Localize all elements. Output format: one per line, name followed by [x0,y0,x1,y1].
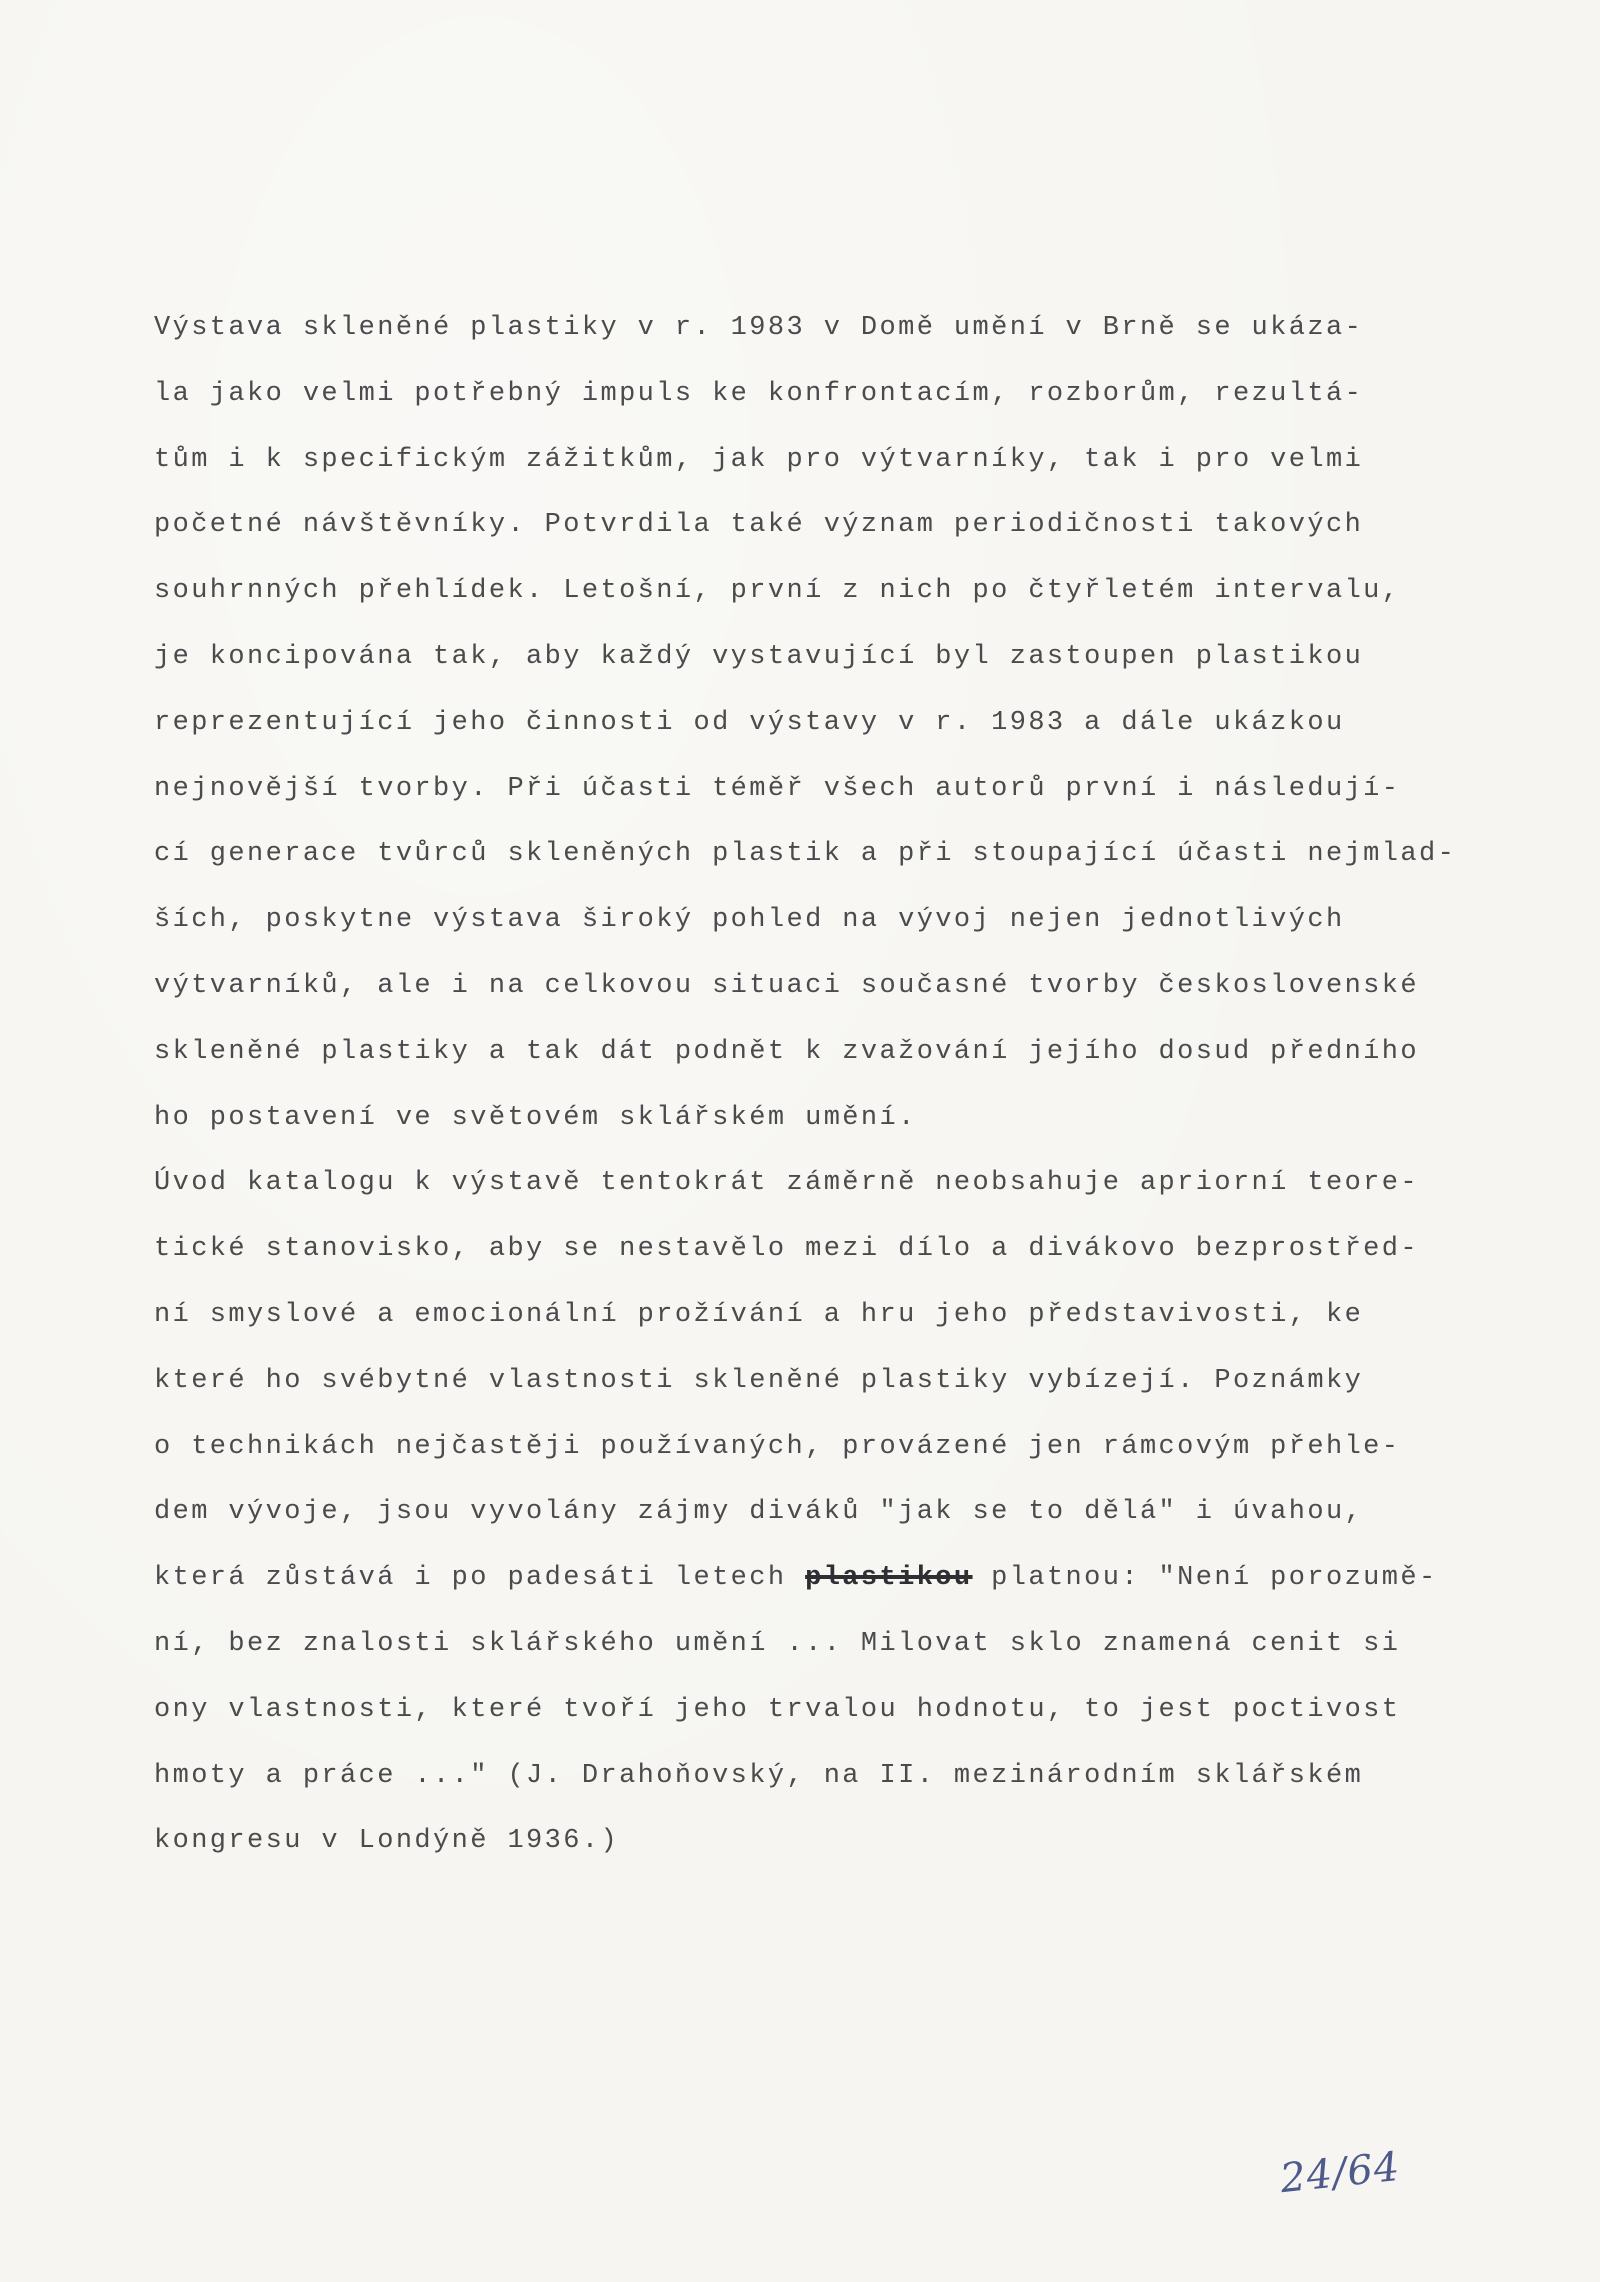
text-line: nejnovější tvorby. Při účasti téměř všech autorů první i následují- [154,773,1401,804]
page-number-text: 24/64 [1277,2143,1403,2203]
text-line: tům i k specifickým zážitkům, jak pro výtvarníky, tak i pro velmi [154,444,1364,475]
text-line: výtvarníků, ale i na celkovou situaci současné tvorby československé [154,970,1419,1001]
typed-text-block [154,296,1574,1875]
text-line: cí generace tvůrců skleněných plastik a při stoupající účasti nejmlad- [154,839,1457,870]
text-segment: platnou: "Není porozumě- [972,1563,1438,1594]
text-line: ony vlastnosti, které tvoří jeho trvalou hodnotu, to jest poctivost [154,1694,1401,1725]
text-segment: která zůstává i po padesáti letech [154,1563,806,1594]
text-line: ho postavení ve světovém sklářském umění. [154,1102,917,1133]
text-line: la jako velmi potřebný impuls ke konfrontacím, rozborům, rezultá- [154,378,1364,409]
text-line: početné návštěvníky. Potvrdila také význam periodičnosti takových [154,510,1364,541]
text-line-with-correction [154,1546,1574,1612]
text-line: reprezentující jeho činnosti od výstavy v r. 1983 a dále ukázkou [154,707,1345,738]
text-line: ní smyslové a emocionální prožívání a hru jeho představivosti, ke [154,1299,1364,1330]
text-line: skleněné plastiky a tak dát podnět k zvažování jejího dosud předního [154,1036,1419,1067]
text-line: ní, bez znalosti sklářského umění ... Milovat sklo znamená cenit si [154,1628,1401,1659]
handwritten-page-number [1272,2143,1432,2210]
text-line: kongresu v Londýně 1936.) [154,1826,620,1857]
text-line: Výstava skleněné plastiky v r. 1983 v Domě umění v Brně se ukáza- [154,313,1364,343]
text-line: tické stanovisko, aby se nestavělo mezi dílo a divákovo bezprostřed- [154,1234,1419,1265]
text-line: Úvod katalogu k výstavě tentokrát záměrně neobsahuje apriorní teore- [154,1168,1419,1199]
text-line: je koncipována tak, aby každý vystavující byl zastoupen plastikou [154,641,1364,672]
struck-out-word: plastikou [805,1563,973,1594]
text-line: souhrnných přehlídek. Letošní, první z nich po čtyřletém intervalu, [154,576,1401,607]
text-line: o technikách nejčastěji používaných, provázené jen rámcovým přehle- [154,1431,1401,1462]
text-line: ších, poskytne výstava široký pohled na vývoj nejen jednotlivých [154,905,1345,936]
text-line: hmoty a práce ..." (J. Drahoňovský, na II. mezinárodním sklářském [154,1760,1364,1791]
text-line: které ho svébytné vlastnosti skleněné plastiky vybízejí. Poznámky [154,1365,1364,1396]
text-line: dem vývoje, jsou vyvolány zájmy diváků "jak se to dělá" i úvahou, [154,1497,1364,1528]
